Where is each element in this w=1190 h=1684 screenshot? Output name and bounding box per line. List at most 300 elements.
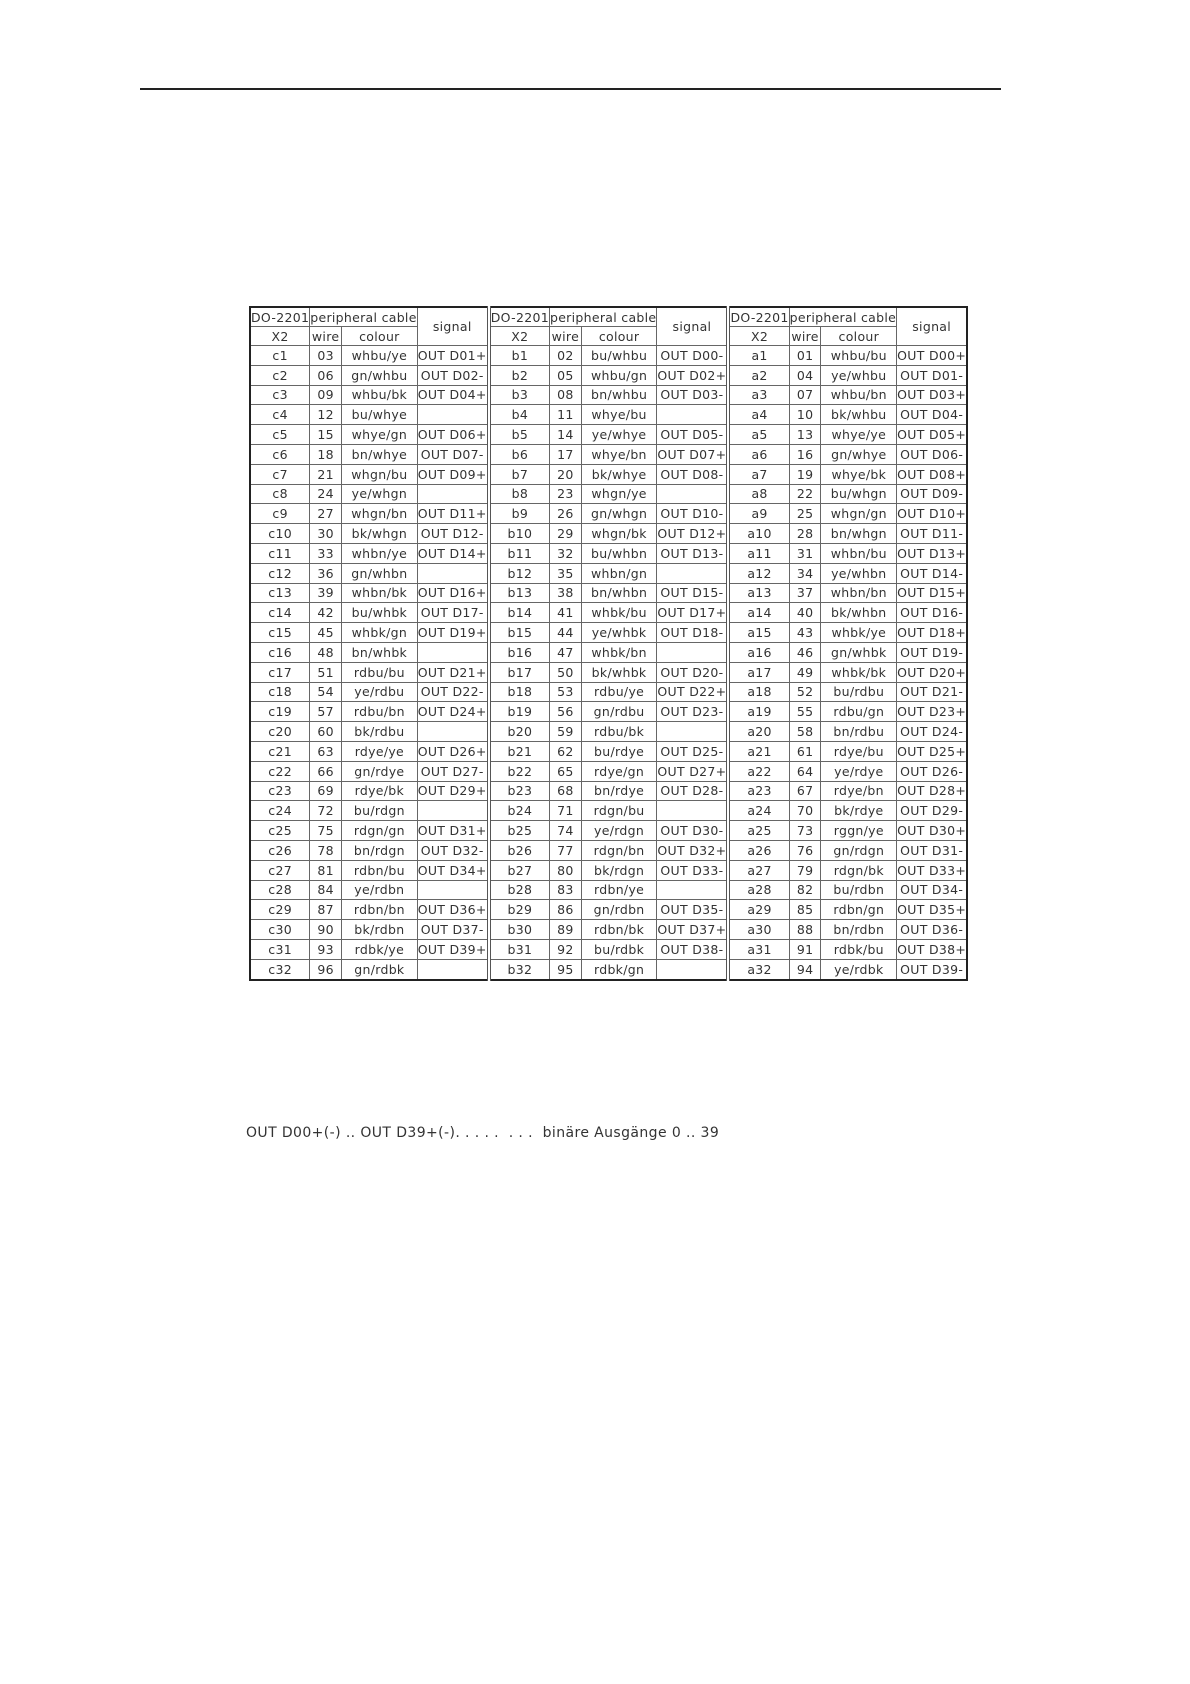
signal-header: signal [897,307,968,346]
pin-cell: b22 [489,761,550,781]
colour-cell: whye/bu [581,405,657,425]
wire-cell: 64 [789,761,821,781]
wire-cell: 65 [549,761,581,781]
colour-cell: rggn/ye [821,821,897,841]
pin-cell: c14 [250,603,310,623]
pin-cell: a4 [728,405,789,425]
pin-cell: c11 [250,543,310,563]
pin-cell: a10 [728,524,789,544]
signal-cell: OUT D11- [897,524,968,544]
signal-cell: OUT D25+ [897,741,968,761]
pin-cell: a6 [728,444,789,464]
colour-cell: bn/rdbu [821,722,897,742]
colour-cell: ye/rdgn [581,821,657,841]
pin-cell: b5 [489,425,550,445]
wire-cell: 79 [789,860,821,880]
colour-cell: gn/rdbk [342,959,418,979]
wire-cell: 81 [310,860,342,880]
signal-cell [657,563,729,583]
board-header: DO-2201 [250,307,310,327]
pin-cell: b30 [489,920,550,940]
pin-cell: a8 [728,484,789,504]
top-rule [140,88,1001,90]
pin-cell: c16 [250,642,310,662]
pin-cell: a13 [728,583,789,603]
signal-cell: OUT D25- [657,741,729,761]
colour-cell: bu/rdye [581,741,657,761]
table-row [250,405,967,425]
colour-cell: rdbn/gn [821,900,897,920]
signal-cell: OUT D30- [657,821,729,841]
colour-cell: whye/gn [342,425,418,445]
table-row [250,801,967,821]
wire-cell: 32 [549,543,581,563]
colour-cell: gn/rdbn [581,900,657,920]
pin-cell: a1 [728,346,789,366]
wire-cell: 10 [789,405,821,425]
x2-header: X2 [489,327,550,346]
signal-cell: OUT D36+ [417,900,489,920]
pin-cell: c31 [250,939,310,959]
colour-cell: bk/whbu [821,405,897,425]
signal-cell [417,642,489,662]
colour-cell: rdbu/gn [821,702,897,722]
colour-cell: rdgn/bk [821,860,897,880]
colour-cell: gn/whbk [821,642,897,662]
wire-cell: 35 [549,563,581,583]
pin-cell: a3 [728,385,789,405]
colour-cell: whbk/ye [821,623,897,643]
signal-cell: OUT D02+ [657,365,729,385]
colour-cell: rdye/bn [821,781,897,801]
signal-cell: OUT D24- [897,722,968,742]
signal-cell: OUT D13+ [897,543,968,563]
colour-cell: ye/rdbn [342,880,418,900]
pin-cell: b18 [489,682,550,702]
wire-cell: 44 [549,623,581,643]
colour-cell: rdbu/ye [581,682,657,702]
signal-cell: OUT D35- [657,900,729,920]
pin-cell: c30 [250,920,310,940]
signal-cell: OUT D04- [897,405,968,425]
pin-cell: b8 [489,484,550,504]
pin-cell: a16 [728,642,789,662]
pin-cell: b31 [489,939,550,959]
pin-cell: c10 [250,524,310,544]
colour-cell: rdbk/gn [581,959,657,979]
pin-cell: b1 [489,346,550,366]
colour-cell: whbn/ye [342,543,418,563]
colour-cell: rdbn/bk [581,920,657,940]
pin-cell: b15 [489,623,550,643]
signal-cell: OUT D08+ [897,464,968,484]
signal-cell [417,722,489,742]
table-row [250,524,967,544]
signal-cell: OUT D16+ [417,583,489,603]
pin-cell: c23 [250,781,310,801]
table-row [250,959,967,979]
wire-cell: 18 [310,444,342,464]
signal-cell: OUT D26+ [417,741,489,761]
signal-cell: OUT D20+ [897,662,968,682]
colour-cell: gn/rdye [342,761,418,781]
wire-cell: 40 [789,603,821,623]
colour-cell: bk/whye [581,464,657,484]
signal-cell: OUT D30+ [897,821,968,841]
table-row [250,741,967,761]
pin-cell: a5 [728,425,789,445]
signal-cell: OUT D39+ [417,939,489,959]
colour-cell: rdbu/bu [342,662,418,682]
wire-cell: 24 [310,484,342,504]
wire-cell: 58 [789,722,821,742]
wire-cell: 66 [310,761,342,781]
pin-cell: c8 [250,484,310,504]
wire-cell: 09 [310,385,342,405]
wire-cell: 78 [310,840,342,860]
colour-cell: whgn/gn [821,504,897,524]
pin-cell: a19 [728,702,789,722]
pin-cell: c26 [250,840,310,860]
pin-cell: a27 [728,860,789,880]
wire-cell: 16 [789,444,821,464]
table-row [250,880,967,900]
signal-cell: OUT D00+ [897,346,968,366]
colour-cell: rdbn/ye [581,880,657,900]
board-header: DO-2201 [728,307,789,327]
colour-cell: whbu/bn [821,385,897,405]
colour-cell: whbk/bu [581,603,657,623]
wire-cell: 21 [310,464,342,484]
wire-cell: 30 [310,524,342,544]
wire-cell: 43 [789,623,821,643]
pin-cell: b2 [489,365,550,385]
signal-cell: OUT D28- [657,781,729,801]
wire-cell: 52 [789,682,821,702]
pin-cell: b25 [489,821,550,841]
table-row [250,920,967,940]
colour-cell: gn/whbn [342,563,418,583]
colour-header: colour [342,327,418,346]
signal-cell: OUT D10- [657,504,729,524]
wire-cell: 47 [549,642,581,662]
colour-cell: bk/rdye [821,801,897,821]
pin-cell: a12 [728,563,789,583]
wire-cell: 34 [789,563,821,583]
pin-cell: b29 [489,900,550,920]
signal-cell: OUT D04+ [417,385,489,405]
wire-cell: 26 [549,504,581,524]
colour-cell: rdgn/gn [342,821,418,841]
wire-cell: 22 [789,484,821,504]
pin-cell: b26 [489,840,550,860]
wire-cell: 25 [789,504,821,524]
wire-cell: 36 [310,563,342,583]
signal-header: signal [417,307,489,346]
table-row [250,682,967,702]
pin-cell: b19 [489,702,550,722]
signal-cell [417,484,489,504]
wire-cell: 73 [789,821,821,841]
colour-cell: rdgn/bu [581,801,657,821]
x2-header: X2 [250,327,310,346]
colour-cell: whbn/bk [342,583,418,603]
wire-cell: 23 [549,484,581,504]
signal-cell: OUT D29+ [417,781,489,801]
wire-cell: 67 [789,781,821,801]
signal-cell: OUT D35+ [897,900,968,920]
colour-cell: rdye/bu [821,741,897,761]
wire-cell: 63 [310,741,342,761]
colour-cell: bk/rdbu [342,722,418,742]
signal-cell [417,801,489,821]
board-header: DO-2201 [489,307,550,327]
colour-cell: bu/rdbn [821,880,897,900]
signal-cell [657,959,729,979]
signal-cell: OUT D15+ [897,583,968,603]
signal-cell [657,405,729,425]
wire-cell: 12 [310,405,342,425]
signal-cell: OUT D03+ [897,385,968,405]
pin-cell: a29 [728,900,789,920]
pin-cell: c13 [250,583,310,603]
pin-cell: b9 [489,504,550,524]
colour-cell: gn/rdbu [581,702,657,722]
wire-cell: 83 [549,880,581,900]
table-row [250,543,967,563]
signal-cell: OUT D12- [417,524,489,544]
wire-cell: 71 [549,801,581,821]
pin-cell: a20 [728,722,789,742]
colour-cell: bn/rdye [581,781,657,801]
colour-cell: bu/whbn [581,543,657,563]
pin-cell: c15 [250,623,310,643]
colour-cell: bu/rdgn [342,801,418,821]
signal-cell: OUT D23+ [897,702,968,722]
table-row [250,840,967,860]
table-row [250,444,967,464]
signal-cell: OUT D05- [657,425,729,445]
signal-cell: OUT D19+ [417,623,489,643]
pin-cell: a24 [728,801,789,821]
wire-cell: 76 [789,840,821,860]
wire-cell: 48 [310,642,342,662]
pin-cell: a26 [728,840,789,860]
wire-cell: 59 [549,722,581,742]
table-row [250,623,967,643]
colour-cell: whbn/gn [581,563,657,583]
colour-header: colour [821,327,897,346]
colour-cell: rdbk/bu [821,939,897,959]
pin-cell: a7 [728,464,789,484]
wire-cell: 42 [310,603,342,623]
colour-cell: whye/bk [821,464,897,484]
pin-cell: a31 [728,939,789,959]
signal-cell: OUT D21+ [417,662,489,682]
wire-cell: 37 [789,583,821,603]
colour-cell: whbu/gn [581,365,657,385]
signal-cell: OUT D26- [897,761,968,781]
pin-cell: b13 [489,583,550,603]
signal-cell: OUT D17- [417,603,489,623]
pin-cell: a21 [728,741,789,761]
table-row [250,583,967,603]
signal-cell: OUT D37+ [657,920,729,940]
signal-cell: OUT D02- [417,365,489,385]
signal-cell: OUT D07- [417,444,489,464]
cable-header: peripheral cable [789,307,896,327]
colour-cell: gn/whye [821,444,897,464]
wire-header: wire [789,327,821,346]
signal-cell: OUT D39- [897,959,968,979]
wire-cell: 60 [310,722,342,742]
signal-cell: OUT D10+ [897,504,968,524]
signal-cell: OUT D32- [417,840,489,860]
wire-cell: 89 [549,920,581,940]
wire-cell: 68 [549,781,581,801]
table-row [250,563,967,583]
wire-cell: 54 [310,682,342,702]
colour-cell: whgn/bk [581,524,657,544]
wire-cell: 94 [789,959,821,979]
wire-cell: 88 [789,920,821,940]
wire-cell: 29 [549,524,581,544]
wire-cell: 01 [789,346,821,366]
pin-cell: a15 [728,623,789,643]
table-row [250,603,967,623]
signal-cell [657,722,729,742]
signal-cell: OUT D14- [897,563,968,583]
pin-cell: b28 [489,880,550,900]
colour-cell: bu/rdbk [581,939,657,959]
colour-cell: bk/rdgn [581,860,657,880]
colour-cell: ye/whbk [581,623,657,643]
table-row [250,385,967,405]
wire-cell: 75 [310,821,342,841]
table-row [250,425,967,445]
signal-cell: OUT D31- [897,840,968,860]
pin-cell: c28 [250,880,310,900]
signal-cell: OUT D18- [657,623,729,643]
wire-cell: 11 [549,405,581,425]
signal-cell: OUT D01- [897,365,968,385]
pin-cell: b4 [489,405,550,425]
signal-cell: OUT D27- [417,761,489,781]
wire-cell: 90 [310,920,342,940]
colour-cell: whbu/bu [821,346,897,366]
colour-cell: ye/rdbu [342,682,418,702]
colour-cell: rdye/gn [581,761,657,781]
wire-cell: 84 [310,880,342,900]
colour-cell: rdbn/bn [342,900,418,920]
pin-cell: b12 [489,563,550,583]
signal-cell: OUT D34- [897,880,968,900]
signal-cell: OUT D14+ [417,543,489,563]
wire-cell: 33 [310,543,342,563]
pin-cell: b23 [489,781,550,801]
table-row [250,860,967,880]
pin-cell: b20 [489,722,550,742]
colour-cell: ye/whgn [342,484,418,504]
wire-header: wire [549,327,581,346]
colour-cell: gn/rdgn [821,840,897,860]
pin-cell: c4 [250,405,310,425]
colour-cell: whbn/bu [821,543,897,563]
signal-cell: OUT D18+ [897,623,968,643]
pin-cell: c5 [250,425,310,445]
pin-cell: a30 [728,920,789,940]
pinout-table [249,306,968,981]
signal-cell: OUT D20- [657,662,729,682]
pin-cell: c7 [250,464,310,484]
colour-cell: rdgn/bn [581,840,657,860]
wire-cell: 20 [549,464,581,484]
table-body [250,346,967,980]
colour-cell: bu/rdbu [821,682,897,702]
colour-cell: rdye/ye [342,741,418,761]
signal-cell: OUT D07+ [657,444,729,464]
pin-cell: c27 [250,860,310,880]
signal-cell: OUT D33+ [897,860,968,880]
table-row [250,722,967,742]
signal-cell: OUT D23- [657,702,729,722]
pin-cell: b11 [489,543,550,563]
signal-cell [657,642,729,662]
colour-cell: bk/whbk [581,662,657,682]
signal-cell: OUT D09+ [417,464,489,484]
wire-cell: 27 [310,504,342,524]
signal-cell: OUT D11+ [417,504,489,524]
signal-cell: OUT D28+ [897,781,968,801]
wire-cell: 39 [310,583,342,603]
signal-cell: OUT D03- [657,385,729,405]
wire-cell: 50 [549,662,581,682]
pin-cell: a32 [728,959,789,979]
signal-cell: OUT D36- [897,920,968,940]
pin-cell: b27 [489,860,550,880]
wire-cell: 70 [789,801,821,821]
colour-cell: rdbk/ye [342,939,418,959]
wire-cell: 96 [310,959,342,979]
colour-cell: bk/whgn [342,524,418,544]
wire-cell: 95 [549,959,581,979]
pin-cell: c32 [250,959,310,979]
colour-cell: whgn/bu [342,464,418,484]
wire-cell: 45 [310,623,342,643]
wire-cell: 86 [549,900,581,920]
colour-cell: whye/bn [581,444,657,464]
table-row [250,702,967,722]
signal-cell [657,801,729,821]
signal-header: signal [657,307,729,346]
signal-cell: OUT D17+ [657,603,729,623]
table-row [250,504,967,524]
table-row [250,642,967,662]
signal-cell: OUT D16- [897,603,968,623]
wire-header: wire [310,327,342,346]
colour-cell: rdbu/bn [342,702,418,722]
wire-cell: 31 [789,543,821,563]
signal-cell [657,880,729,900]
table-row [250,761,967,781]
table-row [250,365,967,385]
pin-cell: a23 [728,781,789,801]
pin-cell: a14 [728,603,789,623]
colour-cell: bu/whbu [581,346,657,366]
colour-header: colour [581,327,657,346]
table-header [250,307,967,346]
cable-header: peripheral cable [549,307,656,327]
